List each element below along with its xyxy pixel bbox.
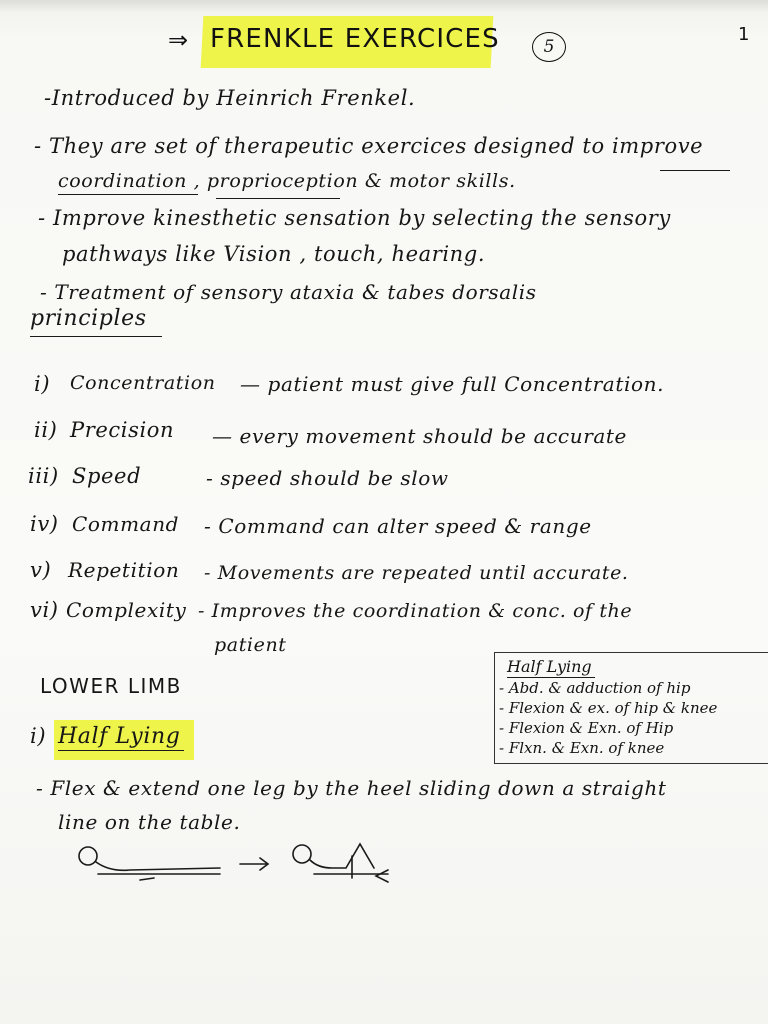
lower-limb-heading: LOWER LIMB <box>40 674 182 698</box>
half-lying-number: i) <box>30 724 47 748</box>
implies-arrow-icon: ⇒ <box>168 26 189 54</box>
head-icon <box>79 847 97 865</box>
summary-box-item-1: - Abd. & adduction of hip <box>499 679 691 697</box>
page-top-edge <box>0 0 768 12</box>
flexed-leg-line <box>310 844 374 868</box>
principle-num-6: vi) <box>30 598 59 622</box>
summary-box-item-3: - Flexion & Exn. of Hip <box>499 719 674 737</box>
underline-improve <box>660 170 730 171</box>
principles-heading: principles <box>30 306 147 331</box>
intro-line-2: - They are set of therapeutic exercices designed to improve <box>34 134 704 158</box>
principle-desc-1: — patient must give full Concentration. <box>240 372 665 396</box>
principle-desc-3: - speed should be slow <box>206 466 449 490</box>
summary-box-title: Half Lying <box>507 657 592 676</box>
principle-name-6: Complexity <box>66 598 187 622</box>
principle-num-5: v) <box>30 558 52 582</box>
principle-name-2: Precision <box>70 418 175 442</box>
principle-name-1: Concentration <box>70 372 216 394</box>
leg-flexion-sketch <box>70 838 410 898</box>
principle-desc-6: - Improves the coordination & conc. of the <box>198 600 633 622</box>
body-line <box>96 862 220 870</box>
principle-num-2: ii) <box>34 418 58 442</box>
principle-desc-5: - Movements are repeated until accurate. <box>204 562 629 584</box>
page-header <box>168 14 638 64</box>
summary-box-title-underline <box>507 677 595 678</box>
underline-proprioception <box>216 198 340 199</box>
page-title: FRENKLE EXERCICES <box>210 24 500 54</box>
principle-num-4: iv) <box>30 512 59 536</box>
intro-line-1: -Introduced by Heinrich Frenkel. <box>44 86 416 110</box>
summary-box-item-2: - Flexion & ex. of hip & knee <box>499 699 718 717</box>
principle-continuation: patient <box>214 634 287 656</box>
head-icon-2 <box>293 845 311 863</box>
underline-coordination <box>58 194 198 195</box>
title-circled-number: 5 <box>532 32 566 62</box>
principle-num-1: i) <box>34 372 51 396</box>
intro-line-6: - Treatment of sensory ataxia & tabes dorsalis <box>40 280 537 304</box>
principles-heading-underline <box>30 336 162 337</box>
half-lying-text-2: line on the table. <box>58 810 241 834</box>
half-lying-text-1: - Flex & extend one leg by the heel sliding down a straight <box>36 776 667 800</box>
intro-line-5: pathways like Vision , touch, hearing. <box>62 242 486 266</box>
page-number: 1 <box>738 24 750 45</box>
half-lying-underline <box>58 750 184 751</box>
principle-num-3: iii) <box>28 464 59 488</box>
principle-desc-2: — every movement should be accurate <box>212 424 627 448</box>
half-lying-summary-box <box>494 652 768 764</box>
intro-line-3: coordination , proprioception & motor skills. <box>58 170 516 192</box>
half-lying-heading: Half Lying <box>58 724 181 749</box>
principle-name-4: Command <box>72 512 180 536</box>
principle-desc-4: - Command can alter speed & range <box>204 514 592 538</box>
principle-name-5: Repetition <box>68 558 180 582</box>
principle-name-3: Speed <box>72 464 142 488</box>
summary-box-item-4: - Flxn. & Exn. of knee <box>499 739 665 757</box>
intro-line-4: - Improve kinesthetic sensation by selecting the sensory <box>38 206 671 230</box>
